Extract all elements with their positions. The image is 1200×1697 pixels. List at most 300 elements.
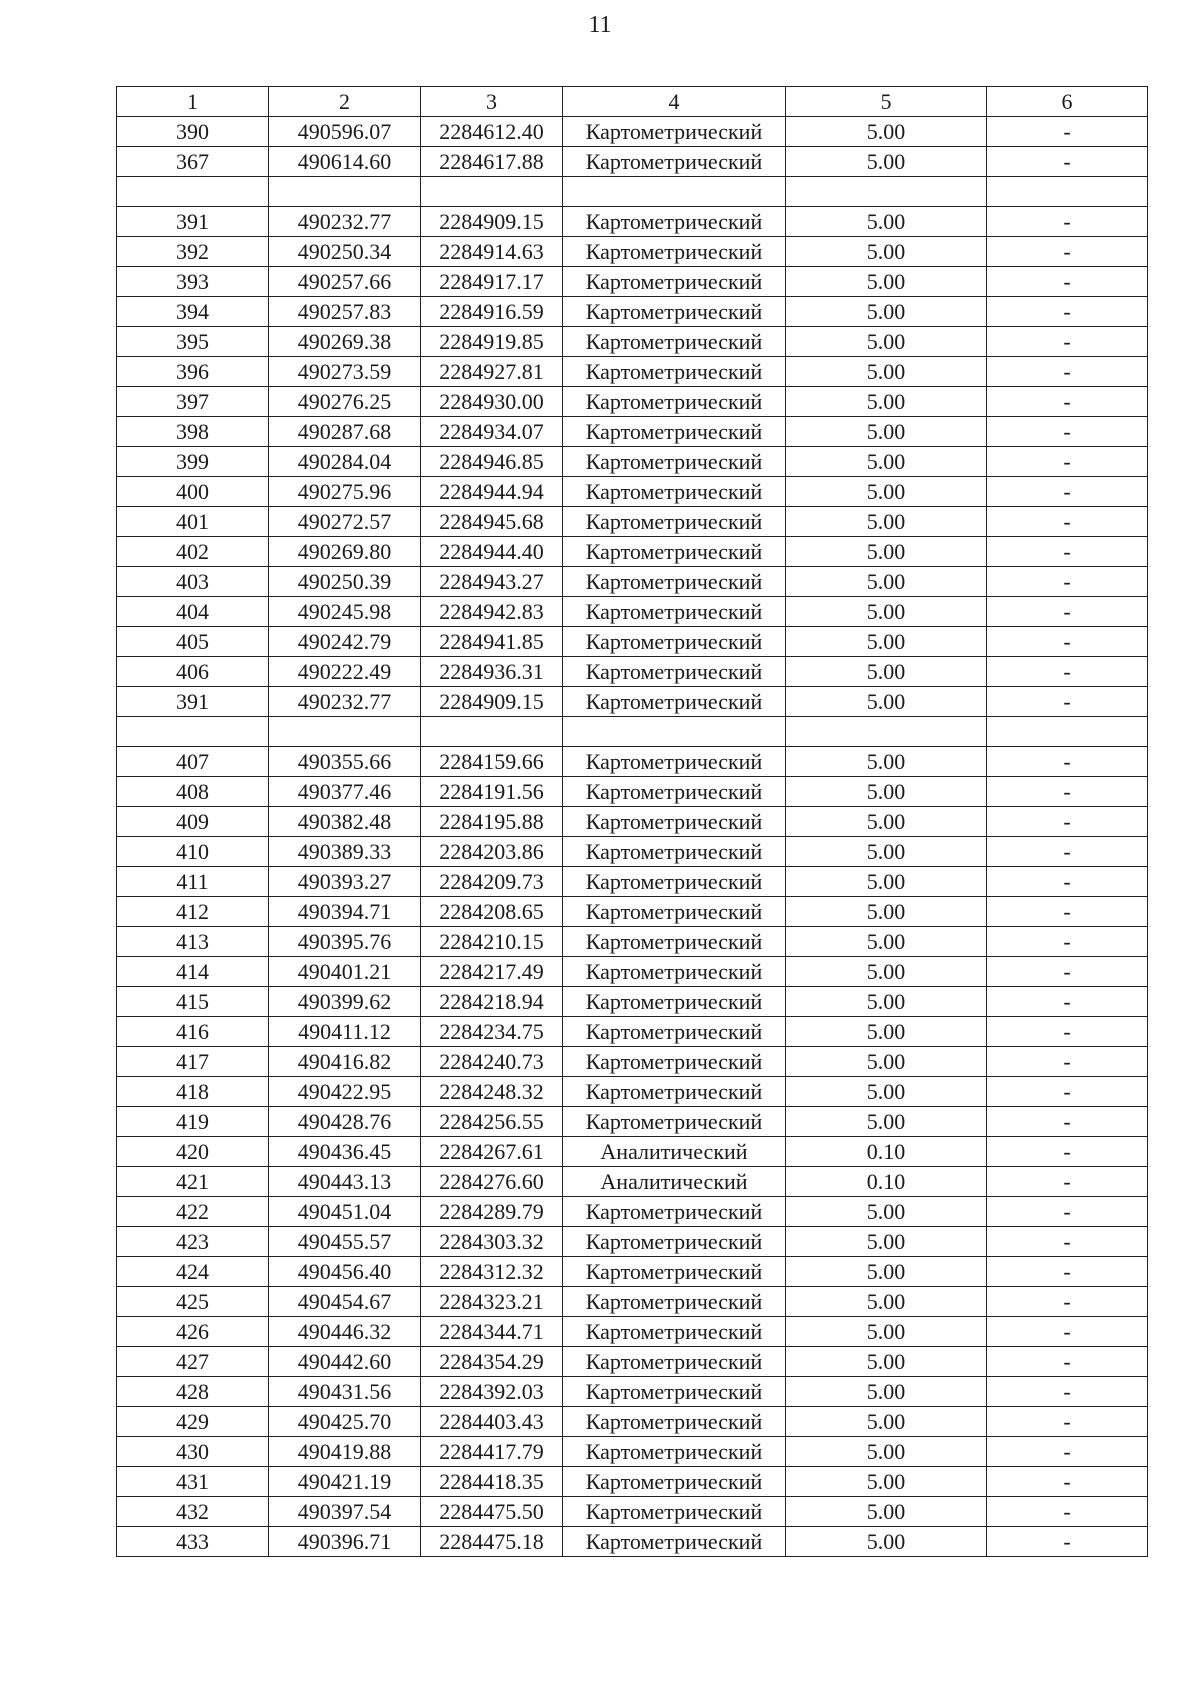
accuracy-cell: 5.00 [786,207,987,237]
column-header-1: 1 [117,87,269,117]
table-row [117,687,1148,717]
method-cell: Картометрический [563,1197,786,1227]
accuracy-cell [786,717,987,747]
method-cell: Картометрический [563,1077,786,1107]
accuracy-cell: 5.00 [786,1437,987,1467]
accuracy-cell: 5.00 [786,687,987,717]
point-number-cell: 399 [117,447,269,477]
description-cell: - [987,1407,1148,1437]
table-row [117,1467,1148,1497]
accuracy-cell: 5.00 [786,537,987,567]
x-coordinate-cell: 490411.12 [269,1017,421,1047]
table-row [117,1497,1148,1527]
point-number-cell: 391 [117,207,269,237]
accuracy-cell: 5.00 [786,357,987,387]
method-cell: Картометрический [563,1227,786,1257]
x-coordinate-cell: 490446.32 [269,1317,421,1347]
description-cell: - [987,357,1148,387]
y-coordinate-cell: 2284942.83 [421,597,563,627]
method-cell: Картометрический [563,1347,786,1377]
method-cell: Картометрический [563,837,786,867]
table-row [117,1437,1148,1467]
y-coordinate-cell: 2284919.85 [421,327,563,357]
accuracy-cell: 5.00 [786,597,987,627]
description-cell: - [987,1437,1148,1467]
description-cell: - [987,1047,1148,1077]
method-cell: Картометрический [563,417,786,447]
accuracy-cell: 5.00 [786,1377,987,1407]
accuracy-cell: 5.00 [786,1317,987,1347]
y-coordinate-cell: 2284191.56 [421,777,563,807]
method-cell: Картометрический [563,567,786,597]
accuracy-cell: 0.10 [786,1137,987,1167]
point-number-cell: 403 [117,567,269,597]
x-coordinate-cell: 490397.54 [269,1497,421,1527]
point-number-cell: 431 [117,1467,269,1497]
description-cell: - [987,387,1148,417]
y-coordinate-cell: 2284417.79 [421,1437,563,1467]
x-coordinate-cell: 490269.38 [269,327,421,357]
y-coordinate-cell: 2284344.71 [421,1317,563,1347]
x-coordinate-cell: 490596.07 [269,117,421,147]
table-row [117,957,1148,987]
method-cell: Картометрический [563,357,786,387]
table-row [117,987,1148,1017]
table-row [117,237,1148,267]
point-number-cell: 407 [117,747,269,777]
table-row [117,1527,1148,1557]
x-coordinate-cell: 490355.66 [269,747,421,777]
description-cell: - [987,777,1148,807]
x-coordinate-cell: 490421.19 [269,1467,421,1497]
y-coordinate-cell: 2284159.66 [421,747,563,777]
point-number-cell: 428 [117,1377,269,1407]
point-number-cell: 410 [117,837,269,867]
description-cell: - [987,1497,1148,1527]
accuracy-cell: 5.00 [786,1017,987,1047]
x-coordinate-cell: 490232.77 [269,687,421,717]
description-cell: - [987,1347,1148,1377]
description-cell [987,177,1148,207]
x-coordinate-cell: 490419.88 [269,1437,421,1467]
accuracy-cell: 0.10 [786,1167,987,1197]
description-cell: - [987,1077,1148,1107]
x-coordinate-cell: 490454.67 [269,1287,421,1317]
y-coordinate-cell: 2284909.15 [421,687,563,717]
method-cell: Картометрический [563,1497,786,1527]
point-number-cell: 419 [117,1107,269,1137]
description-cell: - [987,597,1148,627]
x-coordinate-cell: 490401.21 [269,957,421,987]
description-cell: - [987,1467,1148,1497]
point-number-cell: 423 [117,1227,269,1257]
y-coordinate-cell: 2284312.32 [421,1257,563,1287]
table-row [117,747,1148,777]
description-cell: - [987,117,1148,147]
point-number-cell: 393 [117,267,269,297]
x-coordinate-cell: 490269.80 [269,537,421,567]
accuracy-cell: 5.00 [786,1107,987,1137]
method-cell: Картометрический [563,387,786,417]
y-coordinate-cell: 2284234.75 [421,1017,563,1047]
point-number-cell: 401 [117,507,269,537]
description-cell: - [987,1017,1148,1047]
x-coordinate-cell: 490377.46 [269,777,421,807]
table-row [117,867,1148,897]
point-number-cell: 408 [117,777,269,807]
table-row [117,1167,1148,1197]
description-cell: - [987,1377,1148,1407]
method-cell: Аналитический [563,1167,786,1197]
table-row [117,1077,1148,1107]
method-cell: Картометрический [563,1287,786,1317]
table-row [117,1257,1148,1287]
point-number-cell: 424 [117,1257,269,1287]
description-cell [987,717,1148,747]
point-number-cell: 422 [117,1197,269,1227]
x-coordinate-cell: 490455.57 [269,1227,421,1257]
accuracy-cell: 5.00 [786,1407,987,1437]
x-coordinate-cell: 490222.49 [269,657,421,687]
accuracy-cell: 5.00 [786,567,987,597]
method-cell: Картометрический [563,1467,786,1497]
method-cell: Картометрический [563,627,786,657]
point-number-cell: 425 [117,1287,269,1317]
method-cell: Картометрический [563,117,786,147]
description-cell: - [987,297,1148,327]
method-cell: Картометрический [563,957,786,987]
y-coordinate-cell: 2284209.73 [421,867,563,897]
method-cell: Картометрический [563,1047,786,1077]
y-coordinate-cell: 2284323.21 [421,1287,563,1317]
method-cell: Картометрический [563,267,786,297]
point-number-cell: 416 [117,1017,269,1047]
x-coordinate-cell [269,177,421,207]
y-coordinate-cell: 2284203.86 [421,837,563,867]
point-number-cell: 406 [117,657,269,687]
x-coordinate-cell: 490232.77 [269,207,421,237]
point-number-cell: 420 [117,1137,269,1167]
point-number-cell: 427 [117,1347,269,1377]
description-cell: - [987,1107,1148,1137]
x-coordinate-cell: 490275.96 [269,477,421,507]
table-row [117,777,1148,807]
point-number-cell: 392 [117,237,269,267]
description-cell: - [987,687,1148,717]
description-cell: - [987,1137,1148,1167]
point-number-cell: 404 [117,597,269,627]
accuracy-cell: 5.00 [786,1287,987,1317]
y-coordinate-cell: 2284289.79 [421,1197,563,1227]
x-coordinate-cell: 490393.27 [269,867,421,897]
method-cell: Картометрический [563,1257,786,1287]
x-coordinate-cell: 490273.59 [269,357,421,387]
method-cell: Картометрический [563,777,786,807]
table-row [117,1377,1148,1407]
table-row [117,357,1148,387]
table-row [117,207,1148,237]
point-number-cell: 417 [117,1047,269,1077]
point-number-cell: 409 [117,807,269,837]
x-coordinate-cell: 490272.57 [269,507,421,537]
table-header-row [117,87,1148,117]
accuracy-cell [786,177,987,207]
y-coordinate-cell: 2284403.43 [421,1407,563,1437]
point-number-cell: 367 [117,147,269,177]
point-number-cell: 432 [117,1497,269,1527]
method-cell: Картометрический [563,297,786,327]
table-row [117,477,1148,507]
y-coordinate-cell [421,177,563,207]
y-coordinate-cell: 2284276.60 [421,1167,563,1197]
x-coordinate-cell: 490382.48 [269,807,421,837]
table-row [117,417,1148,447]
point-number-cell: 414 [117,957,269,987]
x-coordinate-cell: 490284.04 [269,447,421,477]
method-cell: Картометрический [563,807,786,837]
accuracy-cell: 5.00 [786,447,987,477]
point-number-cell: 415 [117,987,269,1017]
x-coordinate-cell: 490250.39 [269,567,421,597]
y-coordinate-cell: 2284210.15 [421,927,563,957]
y-coordinate-cell: 2284914.63 [421,237,563,267]
description-cell: - [987,657,1148,687]
accuracy-cell: 5.00 [786,747,987,777]
method-cell [563,717,786,747]
description-cell: - [987,1197,1148,1227]
table-row [117,807,1148,837]
accuracy-cell: 5.00 [786,327,987,357]
accuracy-cell: 5.00 [786,387,987,417]
method-cell: Картометрический [563,1017,786,1047]
point-number-cell: 396 [117,357,269,387]
method-cell: Картометрический [563,1377,786,1407]
description-cell: - [987,747,1148,777]
description-cell: - [987,957,1148,987]
point-number-cell: 400 [117,477,269,507]
table-row [117,717,1148,747]
table-row [117,1107,1148,1137]
column-header-6: 6 [987,87,1148,117]
table-row [117,387,1148,417]
table-row [117,537,1148,567]
description-cell: - [987,147,1148,177]
point-number-cell: 398 [117,417,269,447]
x-coordinate-cell: 490287.68 [269,417,421,447]
method-cell: Картометрический [563,747,786,777]
y-coordinate-cell: 2284909.15 [421,207,563,237]
method-cell: Картометрический [563,1407,786,1437]
method-cell: Картометрический [563,867,786,897]
description-cell: - [987,417,1148,447]
x-coordinate-cell: 490389.33 [269,837,421,867]
y-coordinate-cell: 2284267.61 [421,1137,563,1167]
accuracy-cell: 5.00 [786,117,987,147]
x-coordinate-cell: 490245.98 [269,597,421,627]
accuracy-cell: 5.00 [786,867,987,897]
accuracy-cell: 5.00 [786,1227,987,1257]
method-cell: Картометрический [563,687,786,717]
point-number-cell: 430 [117,1437,269,1467]
coordinates-table [116,86,1148,1557]
page-number: 11 [588,12,612,38]
description-cell: - [987,927,1148,957]
y-coordinate-cell: 2284612.40 [421,117,563,147]
point-number-cell: 405 [117,627,269,657]
accuracy-cell: 5.00 [786,927,987,957]
x-coordinate-cell: 490242.79 [269,627,421,657]
accuracy-cell: 5.00 [786,957,987,987]
point-number-cell: 390 [117,117,269,147]
point-number-cell: 433 [117,1527,269,1557]
table-row [117,327,1148,357]
y-coordinate-cell: 2284946.85 [421,447,563,477]
table-row [117,927,1148,957]
x-coordinate-cell: 490425.70 [269,1407,421,1437]
accuracy-cell: 5.00 [786,837,987,867]
point-number-cell: 421 [117,1167,269,1197]
accuracy-cell: 5.00 [786,417,987,447]
column-header-4: 4 [563,87,786,117]
table-row [117,1407,1148,1437]
column-header-5: 5 [786,87,987,117]
accuracy-cell: 5.00 [786,807,987,837]
y-coordinate-cell: 2284475.18 [421,1527,563,1557]
table-row [117,1347,1148,1377]
method-cell: Картометрический [563,237,786,267]
description-cell: - [987,1317,1148,1347]
method-cell: Картометрический [563,147,786,177]
method-cell: Картометрический [563,987,786,1017]
accuracy-cell: 5.00 [786,237,987,267]
point-number-cell: 413 [117,927,269,957]
method-cell: Картометрический [563,447,786,477]
method-cell: Картометрический [563,1107,786,1137]
x-coordinate-cell: 490443.13 [269,1167,421,1197]
table-row [117,117,1148,147]
description-cell: - [987,1227,1148,1257]
point-number-cell: 429 [117,1407,269,1437]
description-cell: - [987,207,1148,237]
y-coordinate-cell: 2284945.68 [421,507,563,537]
description-cell: - [987,987,1148,1017]
description-cell: - [987,1167,1148,1197]
description-cell: - [987,1527,1148,1557]
accuracy-cell: 5.00 [786,507,987,537]
table-row [117,507,1148,537]
method-cell: Картометрический [563,207,786,237]
method-cell: Аналитический [563,1137,786,1167]
description-cell: - [987,477,1148,507]
table-row [117,897,1148,927]
x-coordinate-cell [269,717,421,747]
x-coordinate-cell: 490396.71 [269,1527,421,1557]
y-coordinate-cell: 2284208.65 [421,897,563,927]
table-row [117,267,1148,297]
x-coordinate-cell: 490436.45 [269,1137,421,1167]
description-cell: - [987,567,1148,597]
x-coordinate-cell: 490257.83 [269,297,421,327]
y-coordinate-cell: 2284916.59 [421,297,563,327]
point-number-cell: 395 [117,327,269,357]
table-row [117,837,1148,867]
y-coordinate-cell: 2284303.32 [421,1227,563,1257]
description-cell: - [987,237,1148,267]
description-cell: - [987,327,1148,357]
table-row [117,1137,1148,1167]
x-coordinate-cell: 490442.60 [269,1347,421,1377]
y-coordinate-cell: 2284944.40 [421,537,563,567]
point-number-cell: 418 [117,1077,269,1107]
y-coordinate-cell: 2284392.03 [421,1377,563,1407]
accuracy-cell: 5.00 [786,297,987,327]
table-row [117,1197,1148,1227]
description-cell: - [987,1257,1148,1287]
accuracy-cell: 5.00 [786,1197,987,1227]
accuracy-cell: 5.00 [786,267,987,297]
table-row [117,627,1148,657]
accuracy-cell: 5.00 [786,1527,987,1557]
accuracy-cell: 5.00 [786,1077,987,1107]
method-cell [563,177,786,207]
point-number-cell: 394 [117,297,269,327]
point-number-cell [117,177,269,207]
table-row [117,1017,1148,1047]
y-coordinate-cell: 2284934.07 [421,417,563,447]
accuracy-cell: 5.00 [786,897,987,927]
table-row [117,597,1148,627]
description-cell: - [987,897,1148,927]
y-coordinate-cell: 2284936.31 [421,657,563,687]
y-coordinate-cell: 2284217.49 [421,957,563,987]
x-coordinate-cell: 490399.62 [269,987,421,1017]
description-cell: - [987,267,1148,297]
accuracy-cell: 5.00 [786,147,987,177]
point-number-cell: 426 [117,1317,269,1347]
method-cell: Картометрический [563,507,786,537]
table-row [117,177,1148,207]
table-row [117,1227,1148,1257]
method-cell: Картометрический [563,657,786,687]
accuracy-cell: 5.00 [786,987,987,1017]
column-header-3: 3 [421,87,563,117]
y-coordinate-cell: 2284256.55 [421,1107,563,1137]
table-row [117,657,1148,687]
y-coordinate-cell: 2284927.81 [421,357,563,387]
y-coordinate-cell: 2284944.94 [421,477,563,507]
description-cell: - [987,447,1148,477]
description-cell: - [987,837,1148,867]
table-row [117,297,1148,327]
table-row [117,447,1148,477]
table-row [117,1287,1148,1317]
method-cell: Картометрический [563,477,786,507]
method-cell: Картометрический [563,1437,786,1467]
y-coordinate-cell: 2284917.17 [421,267,563,297]
method-cell: Картометрический [563,927,786,957]
point-number-cell: 412 [117,897,269,927]
y-coordinate-cell: 2284354.29 [421,1347,563,1377]
x-coordinate-cell: 490416.82 [269,1047,421,1077]
y-coordinate-cell: 2284943.27 [421,567,563,597]
x-coordinate-cell: 490395.76 [269,927,421,957]
y-coordinate-cell: 2284475.50 [421,1497,563,1527]
y-coordinate-cell: 2284418.35 [421,1467,563,1497]
description-cell: - [987,537,1148,567]
x-coordinate-cell: 490456.40 [269,1257,421,1287]
method-cell: Картометрический [563,537,786,567]
column-header-2: 2 [269,87,421,117]
